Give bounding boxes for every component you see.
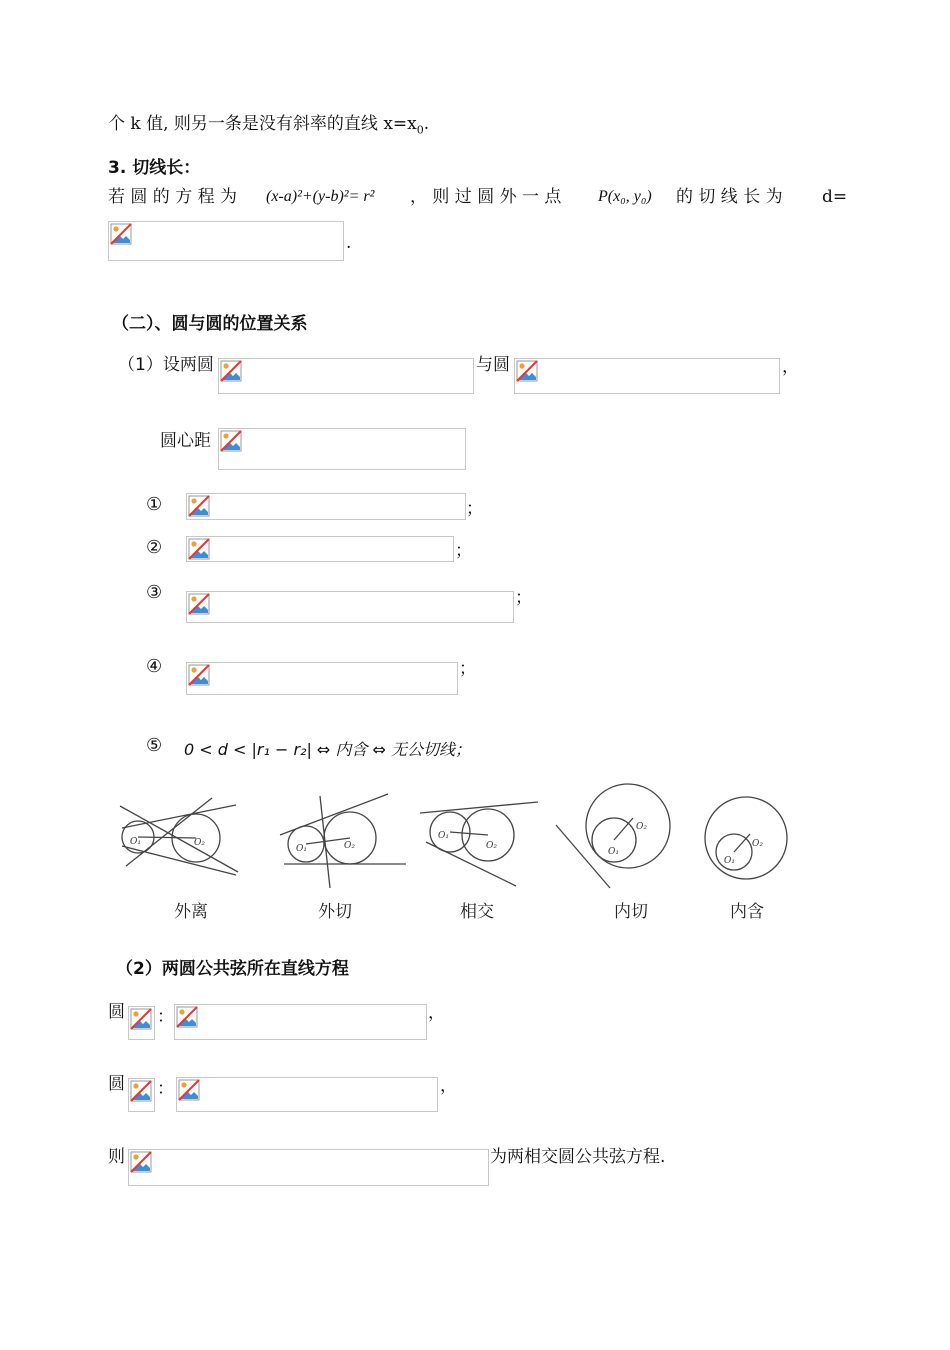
circle1-colon: ： — [157, 1007, 174, 1027]
item1-mid: 与圆 — [476, 355, 510, 375]
broken-image-icon — [130, 1151, 152, 1173]
broken-image-icon — [188, 664, 210, 686]
o1-label: O₁ — [438, 831, 449, 841]
circle2-colon: ： — [157, 1079, 174, 1099]
label-separate: 外离 — [174, 902, 208, 922]
circle2-label: 圆 — [108, 1074, 125, 1094]
o2-label: O₂ — [636, 822, 647, 832]
tangent-length-formula-image — [108, 221, 344, 261]
case-1-formula-image — [186, 493, 466, 520]
externally-tangent-diagram — [280, 794, 406, 888]
common-chord-equation-image — [128, 1149, 489, 1186]
intersecting-diagram — [420, 802, 538, 886]
common-chord-heading: （2）两圆公共弦所在直线方程 — [116, 959, 349, 979]
o1-label: O₁ — [130, 837, 141, 847]
broken-image-icon — [110, 223, 132, 245]
intro-subscript: 0 — [416, 123, 424, 137]
case-4-end: ； — [459, 659, 476, 679]
circle1-label: 圆 — [108, 1002, 125, 1022]
o2-label: O₂ — [344, 841, 355, 851]
circle1-general-equation-image — [174, 1004, 427, 1040]
center-distance-formula-image — [218, 428, 466, 470]
broken-image-icon — [188, 538, 210, 560]
label-internally-tangent: 内切 — [614, 902, 648, 922]
circle2-name-image — [128, 1078, 155, 1112]
case-4-mark: ④ — [146, 656, 163, 677]
case-1-end: ； — [466, 499, 483, 519]
tangent-sentence-post: 的 切 线 长 为 — [676, 187, 783, 207]
broken-image-icon — [130, 1080, 152, 1102]
case-1-mark: ① — [146, 494, 163, 515]
intro-line — [108, 113, 429, 141]
intro-period: . — [423, 114, 430, 134]
item1-prefix: （1）设两圆 — [118, 355, 214, 375]
circle2-comma: ， — [440, 1076, 457, 1096]
case-4-formula-image — [186, 662, 458, 695]
tangent-length-heading: 3. 切线长： — [108, 158, 201, 178]
case-3-formula-image — [186, 591, 514, 623]
broken-image-icon — [130, 1008, 152, 1030]
o2-label: O₂ — [194, 838, 205, 848]
broken-image-icon — [178, 1079, 200, 1101]
broken-image-icon — [516, 360, 538, 382]
circle2-equation-image — [514, 358, 780, 394]
broken-image-icon — [220, 360, 242, 382]
o2-label: O₂ — [486, 841, 497, 851]
external-point: P(x₀, y₀) — [598, 188, 652, 205]
internally-tangent-diagram — [556, 784, 670, 888]
broken-image-icon — [188, 593, 210, 615]
broken-image-icon — [176, 1006, 198, 1028]
case-2-mark: ② — [146, 537, 163, 558]
case-2-end: ； — [455, 541, 472, 561]
case-3-mark: ③ — [146, 582, 163, 603]
center-distance-label: 圆心距 — [160, 431, 211, 451]
label-contained: 内含 — [730, 902, 764, 922]
tangent-sentence-pre: 若 圆 的 方 程 为 — [108, 187, 238, 207]
circle-equation: (x-a)²+(y-b)²= r² — [266, 188, 375, 205]
contained-diagram — [705, 797, 787, 879]
circle1-name-image — [128, 1006, 155, 1040]
o1-label: O₁ — [724, 856, 735, 866]
tangent-sentence-mid: ， 则 过 圆 外 一 点 — [410, 187, 562, 207]
o1-label: O₁ — [608, 847, 619, 857]
tangent-end-period: . — [346, 233, 352, 253]
o2-label: O₂ — [752, 839, 763, 849]
case-5-mark: ⑤ — [146, 735, 163, 756]
intro-text: 个 k 值, 则另一条是没有斜率的直线 x=x — [108, 114, 417, 134]
d-label: d= — [822, 187, 848, 207]
case-5-formula: 0 < d < |r₁ − r₂| ⇔ 内含 ⇔ 无公切线； — [184, 740, 471, 759]
section-heading-circle-circle: （二）、圆与圆的位置关系 — [112, 314, 308, 334]
case-2-formula-image — [186, 536, 454, 562]
broken-image-icon — [220, 430, 242, 452]
circle2-general-equation-image — [176, 1077, 438, 1112]
circle1-comma: ， — [428, 1003, 445, 1023]
common-chord-conclusion: 为两相交圆公共弦方程. — [490, 1147, 666, 1167]
label-externally-tangent: 外切 — [318, 902, 352, 922]
case-3-end: ； — [515, 588, 532, 608]
circle1-equation-image — [218, 358, 474, 394]
broken-image-icon — [188, 495, 210, 517]
then-label: 则 — [108, 1147, 125, 1167]
o1-label: O₁ — [296, 844, 307, 854]
item1-comma: ， — [782, 357, 799, 377]
label-intersecting: 相交 — [460, 902, 494, 922]
circle-relations-figure — [108, 780, 808, 930]
